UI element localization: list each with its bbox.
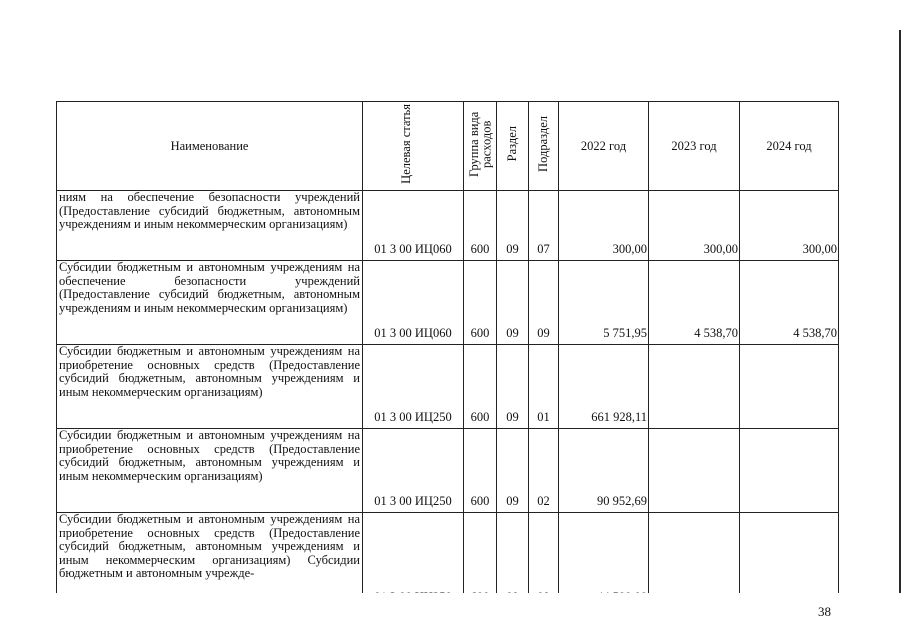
row-amount-2023 bbox=[649, 429, 740, 513]
row-subsection: 07 bbox=[529, 191, 559, 261]
header-row bbox=[57, 102, 839, 191]
row-amount-2023: 4 538,70 bbox=[649, 261, 740, 345]
row-target-article: 01 3 00 ИЦ060 bbox=[363, 261, 464, 345]
page-number: 38 bbox=[818, 604, 831, 619]
header-year-2023: 2023 год bbox=[649, 102, 740, 191]
row-amount-2024 bbox=[740, 345, 839, 429]
row-expense-group: 600 bbox=[464, 261, 497, 345]
row-amount-2022: 300,00 bbox=[559, 191, 649, 261]
row-expense-group: 600 bbox=[464, 345, 497, 429]
header-name: Наименование bbox=[57, 102, 363, 191]
row-name: Субсидии бюджетным и автономным учреждениям на приобретение основных средств (Предоставление субсидий бюджетным, автономным учреждениям и иным некоммерческим организациям) bbox=[57, 345, 363, 429]
row-amount-2023: 300,00 bbox=[649, 191, 740, 261]
row-name: Субсидии бюджетным и автономным учреждениям на приобретение основных средств (Предоставление субсидий бюджетным, автономным учреждениям и иным некоммерческим организациям) bbox=[57, 429, 363, 513]
row-amount-2024: 4 538,70 bbox=[740, 261, 839, 345]
row-expense-group: 600 bbox=[464, 429, 497, 513]
row-expense-group: 600 bbox=[464, 191, 497, 261]
row-section: 09 bbox=[497, 429, 529, 513]
table-row bbox=[57, 191, 839, 261]
page-bottom-margin bbox=[0, 593, 905, 640]
table-row bbox=[57, 429, 839, 513]
table-row bbox=[57, 261, 839, 345]
row-amount-2022: 5 751,95 bbox=[559, 261, 649, 345]
header-expense-group: Группа вида расходов bbox=[464, 102, 497, 191]
page-edge-line bbox=[899, 30, 901, 630]
header-year-2024: 2024 год bbox=[740, 102, 839, 191]
row-name: Субсидии бюджетным и автономным учреждениям на обеспечение безопасности учреждений (Предоставление субсидий бюджетным, автономным учреждениям и иным некоммерческим организациям) bbox=[57, 261, 363, 345]
row-subsection: 01 bbox=[529, 345, 559, 429]
row-target-article: 01 3 00 ИЦ060 bbox=[363, 191, 464, 261]
row-subsection: 02 bbox=[529, 429, 559, 513]
row-subsection: 09 bbox=[529, 261, 559, 345]
row-amount-2022: 661 928,11 bbox=[559, 345, 649, 429]
header-target-article: Целевая статья bbox=[363, 102, 464, 191]
header-section: Раздел bbox=[497, 102, 529, 191]
row-section: 09 bbox=[497, 261, 529, 345]
budget-table bbox=[56, 101, 839, 626]
row-section: 09 bbox=[497, 191, 529, 261]
row-name: Субсидии бюджетным и автономным учреждениям на приобретение основных средств (Предоставление субсидий бюджетным, автономным учреждениям и иным некоммерческим организациям) Субсидии бюджетным и автономным учрежде- bbox=[57, 513, 363, 626]
row-amount-2022: 90 952,69 bbox=[559, 429, 649, 513]
row-target-article: 01 3 00 ИЦ250 bbox=[363, 345, 464, 429]
header-year-2022: 2022 год bbox=[559, 102, 649, 191]
row-amount-2023 bbox=[649, 345, 740, 429]
table-row bbox=[57, 345, 839, 429]
row-target-article: 01 3 00 ИЦ250 bbox=[363, 429, 464, 513]
header-subsection: Подраздел bbox=[529, 102, 559, 191]
row-amount-2024 bbox=[740, 429, 839, 513]
row-name: ниям на обеспечение безопасности учреждений (Предоставление субсидий бюджетным, автономным учреждениям и иным некоммерческим организациям) bbox=[57, 191, 363, 261]
row-amount-2024: 300,00 bbox=[740, 191, 839, 261]
row-section: 09 bbox=[497, 345, 529, 429]
